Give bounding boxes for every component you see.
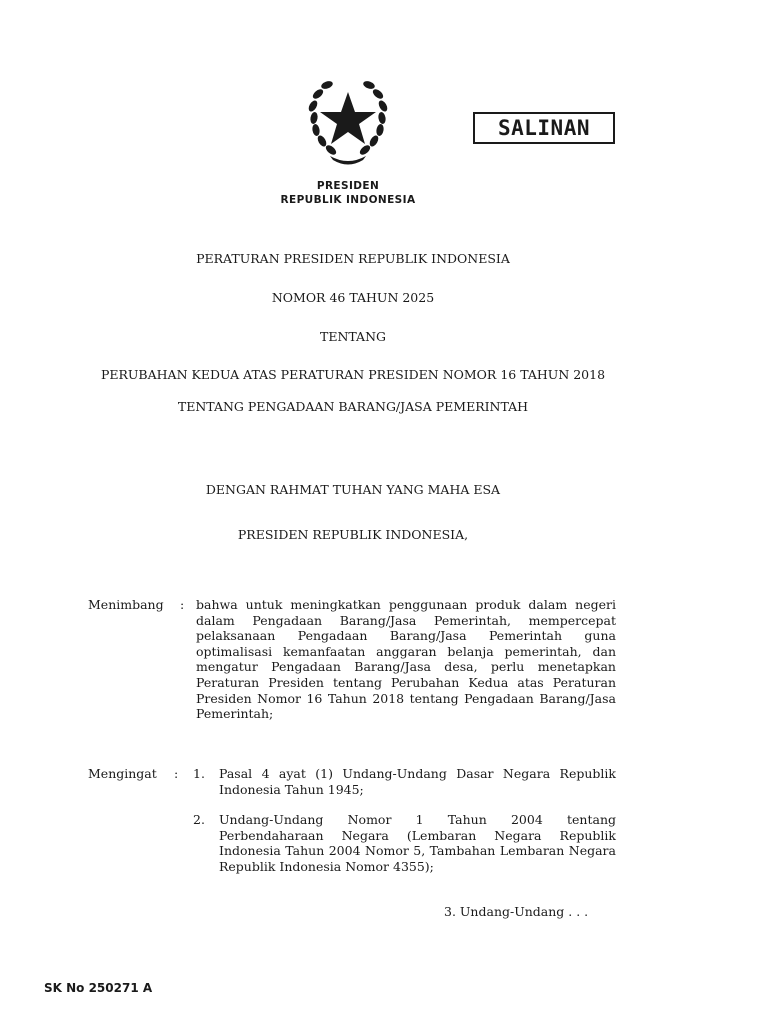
mengingat-item-number: 1. — [193, 766, 205, 781]
office-title-line1: PRESIDEN — [316, 180, 380, 192]
regulation-number: NOMOR 46 TAHUN 2025 — [271, 290, 435, 305]
office-title-line2: REPUBLIK INDONESIA — [280, 194, 416, 206]
menimbang-text: bahwa untuk meningkatkan penggunaan produk dalam negeri dalam Pengadaan Barang/Jasa Pemerintah, mempercepat pelaksanaan Pengadaan Barang/Jasa Pemerintah guna optimalisasi kemanfaatan anggaran belanja pemerintah, dan mengatur Pengadaan Barang/Jasa desa, perlu menetapkan Peraturan Presiden tentang Perubahan Kedua atas Peraturan Presiden Nomor 16 Tahun 2018 tentang Pengadaan Barang/Jasa Pemerintah; — [196, 597, 616, 722]
regulation-subject-line1: PERUBAHAN KEDUA ATAS PERATURAN PRESIDEN NOMOR 16 TAHUN 2018 — [100, 367, 606, 382]
menimbang-colon: : — [180, 597, 185, 612]
mengingat-colon: : — [174, 766, 179, 781]
menimbang-label: Menimbang — [88, 597, 164, 612]
regulation-type: PERATURAN PRESIDEN REPUBLIK INDONESIA — [196, 251, 510, 266]
preamble-line2: PRESIDEN REPUBLIK INDONESIA, — [237, 527, 469, 542]
presidential-emblem-icon — [300, 72, 396, 168]
mengingat-item-number: 2. — [193, 812, 205, 827]
mengingat-label: Mengingat — [88, 766, 157, 781]
regulation-subject-line2: TENTANG PENGADAAN BARANG/JASA PEMERINTAH — [177, 399, 529, 414]
document-code: SK No 250271 A — [44, 981, 153, 995]
salinan-stamp: SALINAN — [473, 112, 615, 144]
next-page-reference: 3. Undang-Undang . . . — [444, 904, 589, 919]
mengingat-item-text: Undang-Undang Nomor 1 Tahun 2004 tentang Perbendaharaan Negara (Lembaran Negara Republik Indonesia Tahun 2004 Nomor 5, Tambahan Lembaran Negara Republik Indonesia Nomor 4355); — [219, 812, 616, 874]
preamble-line1: DENGAN RAHMAT TUHAN YANG MAHA ESA — [205, 482, 501, 497]
regulation-tentang: TENTANG — [319, 329, 386, 344]
mengingat-item-text: Pasal 4 ayat (1) Undang-Undang Dasar Negara Republik Indonesia Tahun 1945; — [219, 766, 616, 797]
